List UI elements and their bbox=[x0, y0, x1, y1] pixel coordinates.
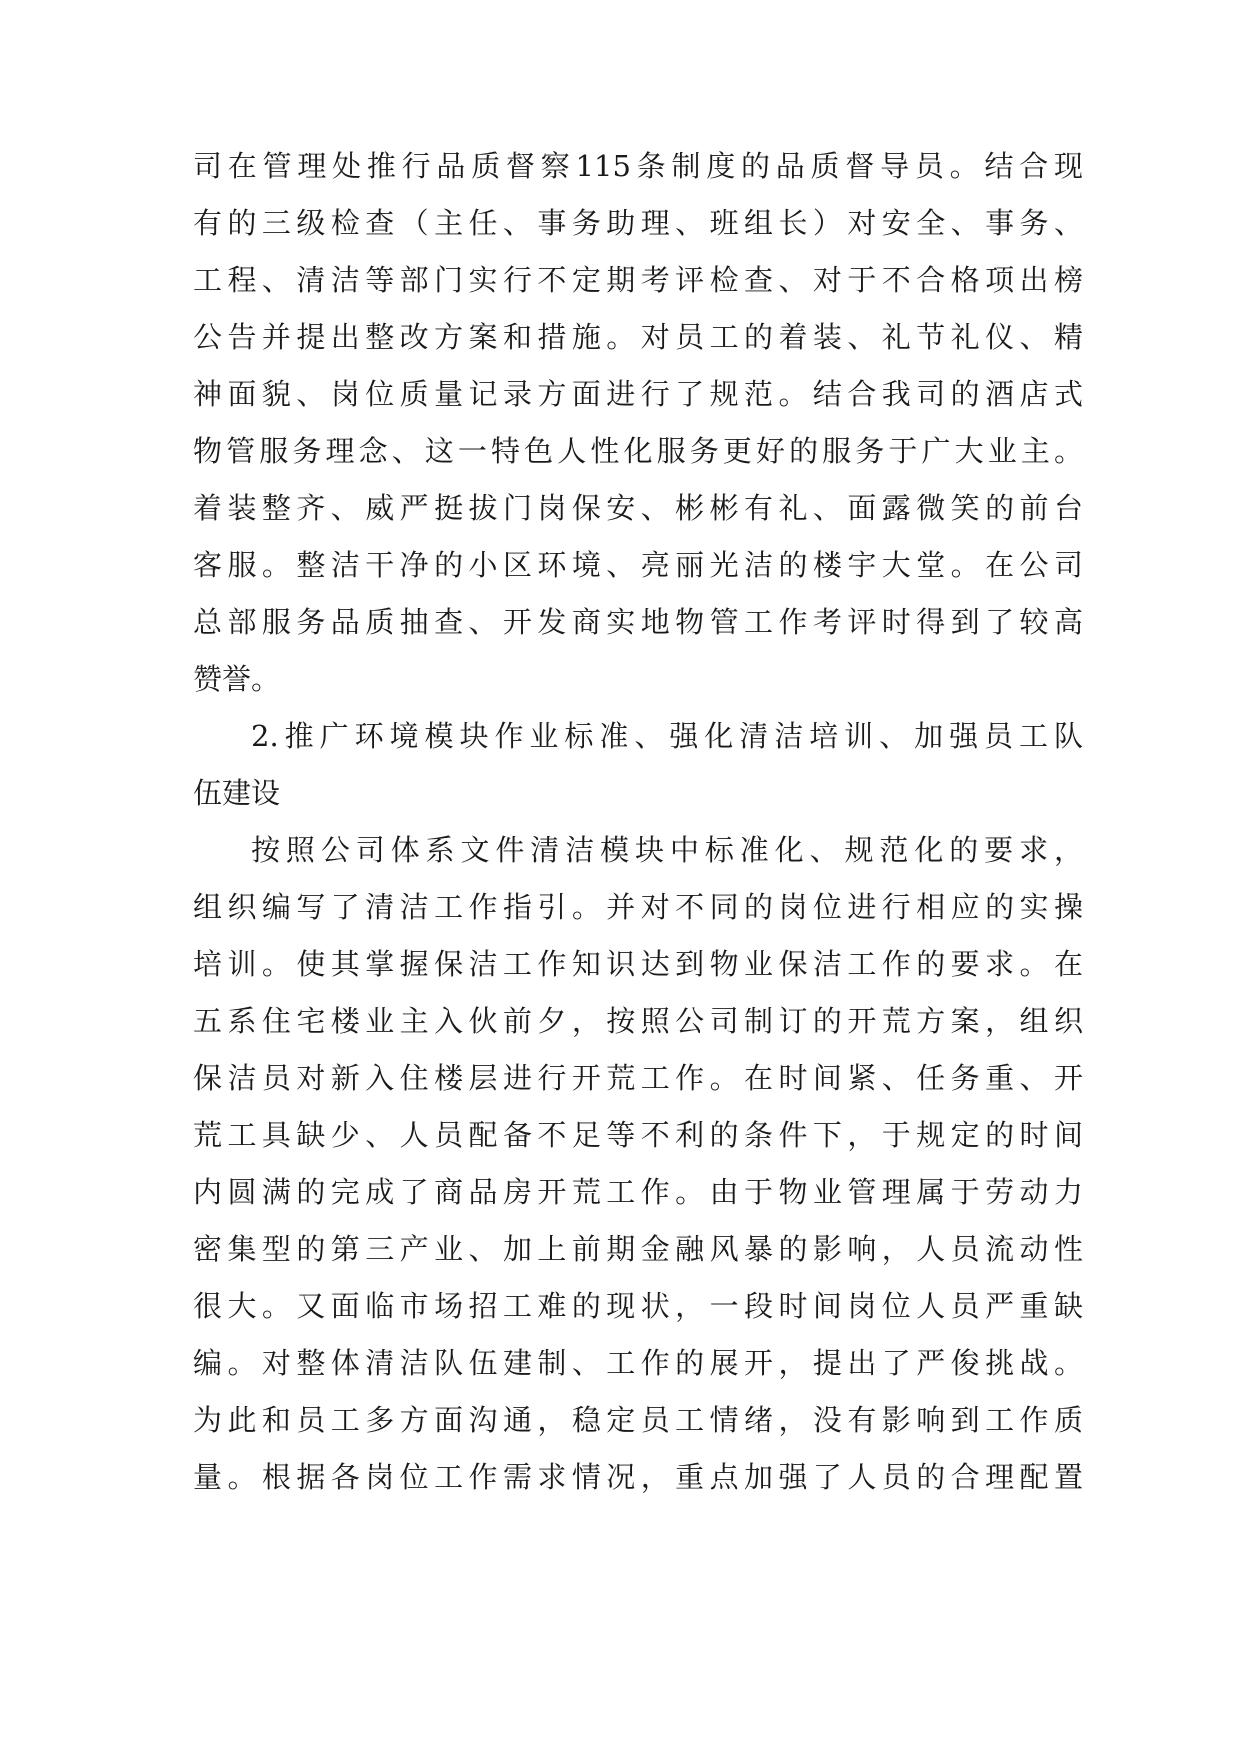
text-line: 按照公司体系文件清洁模块中标准化、规范化的要求， bbox=[251, 833, 1083, 867]
text-line: 组织编写了清洁工作指引。并对不同的岗位进行相应的实操 bbox=[193, 890, 1083, 924]
text-line: 量。根据各岗位工作需求情况，重点加强了人员的合理配置 bbox=[193, 1460, 1083, 1494]
text-line: 物管服务理念、这一特色人性化服务更好的服务于广大业主。 bbox=[193, 434, 1083, 468]
text-line: 五系住宅楼业主入伙前夕，按照公司制订的开荒方案，组织 bbox=[193, 1004, 1083, 1038]
text-line: 着装整齐、威严挺拔门岗保安、彬彬有礼、面露微笑的前台 bbox=[193, 491, 1083, 525]
text-line: 公告并提出整改方案和措施。对员工的着装、礼节礼仪、精 bbox=[193, 320, 1083, 354]
text-line: 总部服务品质抽查、开发商实地物管工作考评时得到了较高 bbox=[193, 605, 1083, 639]
text-line: 很大。又面临市场招工难的现状，一段时间岗位人员严重缺 bbox=[193, 1289, 1083, 1323]
text-line: 赞誉。 bbox=[193, 662, 281, 696]
text-line: 客服。整洁干净的小区环境、亮丽光洁的楼宇大堂。在公司 bbox=[193, 548, 1083, 582]
text-line: 荒工具缺少、人员配备不足等不利的条件下，于规定的时间 bbox=[193, 1118, 1083, 1152]
text-line: 保洁员对新入住楼层进行开荒工作。在时间紧、任务重、开 bbox=[193, 1061, 1083, 1095]
text-line: 为此和员工多方面沟通，稳定员工情绪，没有影响到工作质 bbox=[193, 1403, 1083, 1437]
text-line: 内圆满的完成了商品房开荒工作。由于物业管理属于劳动力 bbox=[193, 1175, 1083, 1209]
text-line: 培训。使其掌握保洁工作知识达到物业保洁工作的要求。在 bbox=[193, 947, 1083, 981]
text-line: 神面貌、岗位质量记录方面进行了规范。结合我司的酒店式 bbox=[193, 377, 1083, 411]
text-line: 密集型的第三产业、加上前期金融风暴的影响，人员流动性 bbox=[193, 1232, 1083, 1266]
text-line: 有的三级检查（主任、事务助理、班组长）对安全、事务、 bbox=[193, 206, 1083, 240]
section-heading: 2.推广环境模块作业标准、强化清洁培训、加强员工队 bbox=[251, 719, 1083, 753]
text-line: 司在管理处推行品质督察115条制度的品质督导员。结合现 bbox=[193, 149, 1083, 183]
text-line: 工程、清洁等部门实行不定期考评检查、对于不合格项出榜 bbox=[193, 263, 1083, 297]
section-heading-continued: 伍建设 bbox=[193, 776, 281, 810]
text-line: 编。对整体清洁队伍建制、工作的展开，提出了严俊挑战。 bbox=[193, 1346, 1083, 1380]
